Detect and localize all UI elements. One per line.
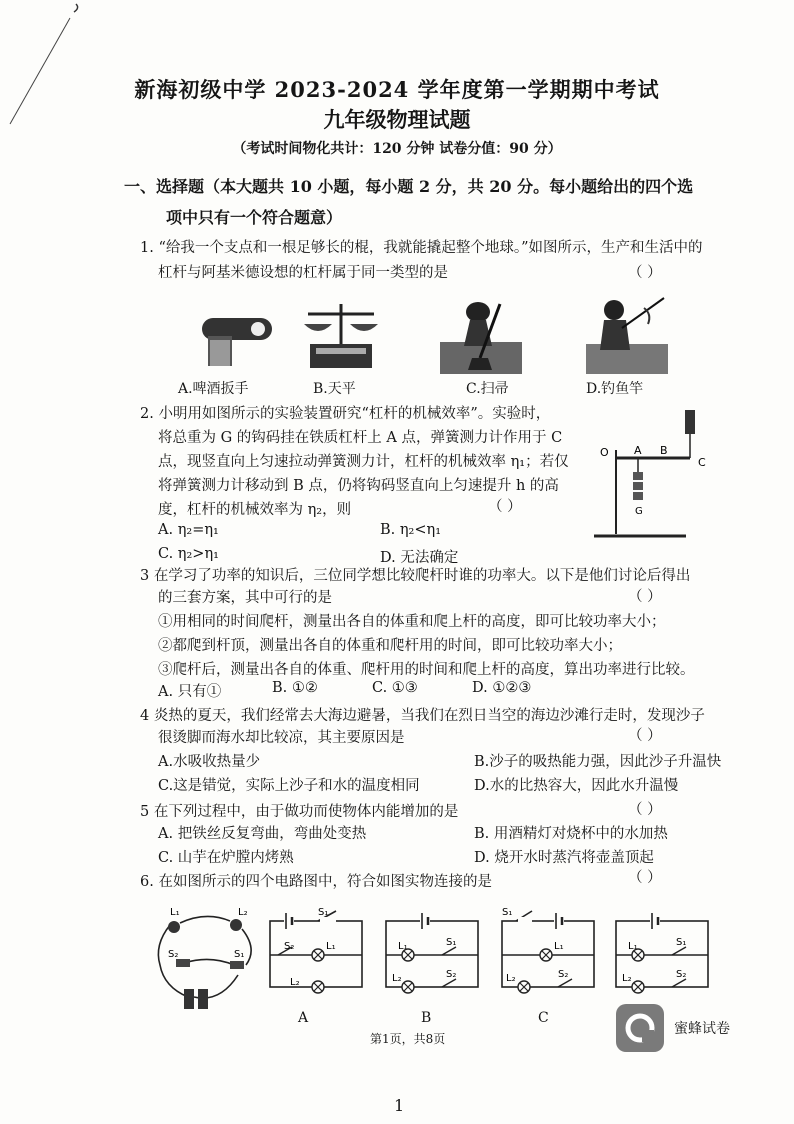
circuit-b-l1-label: L₁ <box>398 941 408 952</box>
watermark-logo-icon <box>616 1004 664 1052</box>
q5-answer-bracket: （ ） <box>628 802 662 818</box>
circuit-diagram-d <box>610 905 714 995</box>
q4-option-d: D.水的比热容大，因此水升温慢 <box>474 778 679 794</box>
q1-option-b: B.天平 <box>313 381 356 397</box>
circuit-c-l2-label: L₂ <box>506 973 516 984</box>
q6-answer-bracket: （ ） <box>628 870 662 886</box>
section1-heading-line2: 项中只有一个符合题意） <box>166 208 343 227</box>
q2-stem-line2: 将总重为 G 的钩码挂在铁质杠杆上 A 点，弹簧测力计作用于 C <box>158 430 563 446</box>
q5-stem-line1: 5 在下列过程中，由于做功而使物体内能增加的是 <box>140 804 459 820</box>
circuit-label-c: C <box>538 1010 549 1026</box>
q3-option-b: B. ①② <box>272 680 318 696</box>
fishing-rod-image <box>586 294 668 374</box>
q1-stem-line1: 1. “给我一个支点和一根足够长的棍，我就能撬起整个地球。”如图所示，生产和生活中的 <box>140 240 703 256</box>
page-number: 1 <box>394 1096 405 1115</box>
q3-stem-line1: 3 在学习了功率的知识后，三位同学想比较爬杆时谁的功率大。以下是他们讨论后得出 <box>140 568 691 584</box>
q3-statement-3: ③爬杆后，测量出各自的体重、爬杆用的时间和爬上杆的高度，算出功率进行比较。 <box>158 662 695 678</box>
circuit-b-l2-label: L₂ <box>392 973 402 984</box>
q4-option-b: B.沙子的吸热能力强，因此沙子升温快 <box>474 754 722 770</box>
q2-stem-line5: 度，杠杆的机械效率为 η₂，则 <box>158 502 352 518</box>
q4-option-c: C.这是错觉，实际上沙子和水的温度相同 <box>158 778 420 794</box>
q5-option-d: D. 烧开水时蒸汽将壶盖顶起 <box>474 850 654 866</box>
section1-heading-line1: 一、选择题（本大题共 10 小题，每小题 2 分，共 20 分。每小题给出的四个选 <box>124 177 694 196</box>
q2-stem-line3: 点，现竖直向上匀速拉动弹簧测力计，杠杆的机械效率 η₁；若仅 <box>158 454 569 470</box>
circuit-d-l2-label: L₂ <box>622 973 632 984</box>
q5-option-b: B. 用酒精灯对烧杯中的水加热 <box>474 826 668 842</box>
broom-image <box>440 294 522 374</box>
point-b-label: B <box>660 444 668 457</box>
physical-circuit-figure <box>150 905 262 1015</box>
circuit-a-s1-label: S₁ <box>318 907 329 918</box>
page-info: 第1页，共8页 <box>370 1032 446 1046</box>
q1-answer-bracket: （ ） <box>628 265 662 281</box>
q2-answer-bracket: （ ） <box>488 499 522 515</box>
circuit-label-b: B <box>421 1010 432 1026</box>
circuit-d-s2-label: S₂ <box>676 969 687 980</box>
q2-option-d: D. 无法确定 <box>380 550 459 566</box>
q1-option-d: D.钓鱼竿 <box>586 381 644 397</box>
q4-option-a: A.水吸收热量少 <box>158 754 261 770</box>
circuit-d-s1-label: S₁ <box>676 937 687 948</box>
circuit-d-l1-label: L₁ <box>628 941 638 952</box>
bottle-opener-image <box>196 296 280 372</box>
q2-option-c: C. η₂>η₁ <box>158 546 219 562</box>
q6-stem-line1: 6. 在如图所示的四个电路图中，符合如图实物连接的是 <box>140 874 492 890</box>
circuit-a-s2-label: S₂ <box>284 941 295 952</box>
point-a-label: A <box>634 444 642 457</box>
physical-l2-label: L₂ <box>238 907 248 918</box>
circuit-a-l2-label: L₂ <box>290 977 300 988</box>
physical-s2-label: S₂ <box>168 949 179 960</box>
circuit-c-l1-label: L₁ <box>554 941 564 952</box>
q3-statement-1: ①用相同的时间爬杆，测量出各自的体重和爬上杆的高度，即可比较功率大小； <box>158 614 666 630</box>
q3-option-a: A. 只有① <box>158 684 222 700</box>
physical-s1-label: S₁ <box>234 949 245 960</box>
q3-stem-line2: 的三套方案，其中可行的是 <box>158 590 332 606</box>
point-o-label: O <box>600 446 609 459</box>
weight-g-label: G <box>635 506 643 517</box>
exam-info: （考试时间物化共计：120 分钟 试卷分值：90 分） <box>232 141 562 157</box>
q3-answer-bracket: （ ） <box>628 589 662 605</box>
circuit-diagram-a <box>264 905 368 995</box>
circuit-c-s2-label: S₂ <box>558 969 569 980</box>
q2-stem-line1: 2. 小明用如图所示的实验装置研究“杠杆的机械效率”。实验时， <box>140 406 551 422</box>
circuit-label-a: A <box>298 1010 309 1026</box>
q5-option-a: A. 把铁丝反复弯曲，弯曲处变热 <box>158 826 367 842</box>
circuit-b-s2-label: S₂ <box>446 969 457 980</box>
q2-stem-line4: 将弹簧测力计移动到 B 点，仍将钩码竖直向上匀速提升 h 的高 <box>158 478 559 494</box>
exam-subtitle: 九年级物理试题 <box>323 107 471 132</box>
q4-answer-bracket: （ ） <box>628 728 662 744</box>
q1-option-a: A.啤酒扳手 <box>178 381 249 397</box>
circuit-a-l1-label: L₁ <box>326 941 336 952</box>
q4-stem-line1: 4 炎热的夏天，我们经常去大海边避暑，当我们在烈日当空的海边沙滩行走时，发现沙子 <box>140 708 705 724</box>
q3-option-c: C. ①③ <box>372 680 418 696</box>
q3-statement-2: ②都爬到杆顶，测量出各自的体重和爬杆用的时间，即可比较功率大小； <box>158 638 622 654</box>
watermark-text: 蜜蜂试卷 <box>674 1021 730 1037</box>
circuit-b-s1-label: S₁ <box>446 937 457 948</box>
q3-option-d: D. ①②③ <box>472 680 532 696</box>
balance-scale-image <box>300 294 382 374</box>
scan-mark-decoration <box>0 0 90 130</box>
q1-stem-line2: 杠杆与阿基米德设想的杠杆属于同一类型的是 <box>158 265 448 281</box>
circuit-diagram-c <box>496 905 600 995</box>
physical-l1-label: L₁ <box>170 907 180 918</box>
circuit-diagram-b <box>380 905 484 995</box>
q4-stem-line2: 很烫脚而海水却比较凉，其主要原因是 <box>158 730 405 746</box>
q1-option-c: C.扫帚 <box>466 381 509 397</box>
point-c-label: C <box>698 456 706 469</box>
q2-option-a: A. η₂=η₁ <box>158 522 219 538</box>
q5-option-c: C. 山芋在炉膛内烤熟 <box>158 850 294 866</box>
circuit-c-s1-label: S₁ <box>502 907 513 918</box>
exam-title: 新海初级中学 2023-2024 学年度第一学期期中考试 <box>134 77 660 102</box>
q2-option-b: B. η₂<η₁ <box>380 522 442 538</box>
lever-apparatus-figure <box>590 406 715 546</box>
